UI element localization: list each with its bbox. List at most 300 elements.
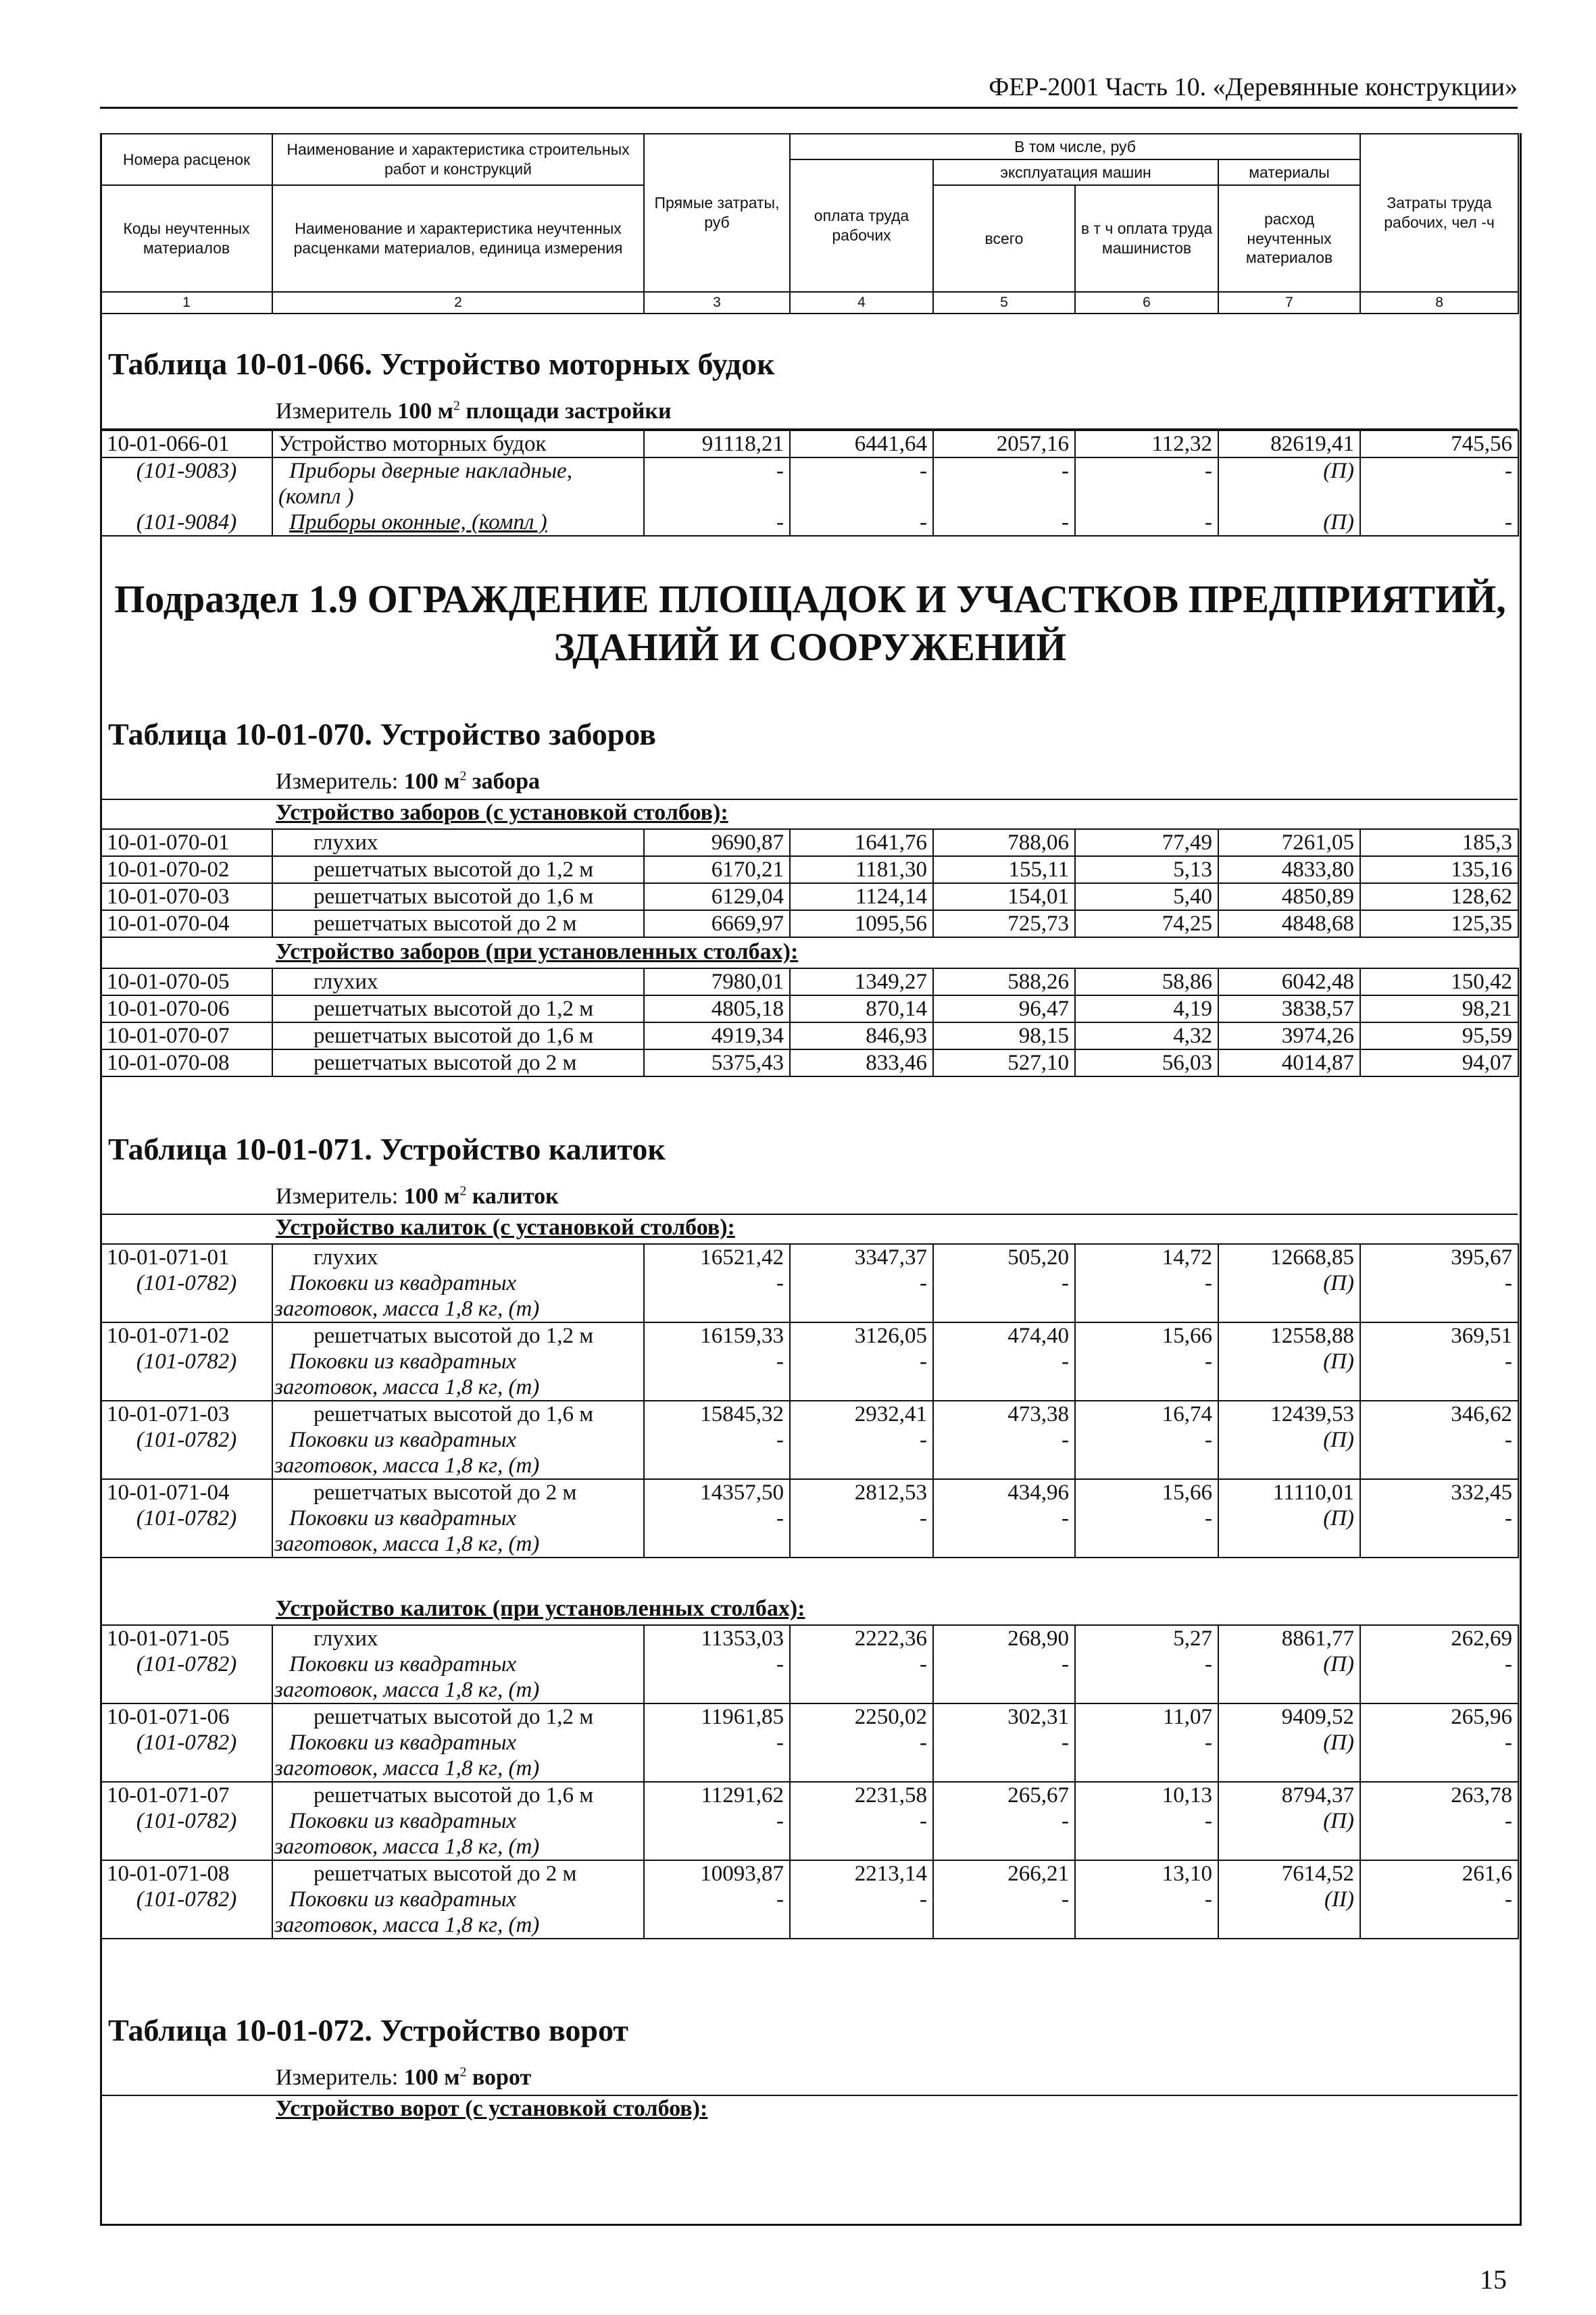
direct-costs: - [644,1505,790,1531]
empty-cell [1075,1834,1218,1860]
labor-hours: 262,69 [1360,1625,1518,1651]
header-materials: материалы [1218,159,1360,185]
direct-costs: 4919,34 [644,1022,790,1049]
table-row [101,1479,1518,1505]
rate-name: решетчатых высотой до 2 м [272,1479,644,1505]
direct-costs: - [644,1651,790,1677]
labor-hours: 150,42 [1360,968,1518,995]
empty-cell [1075,1453,1218,1479]
table-066-title: Таблица 10-01-066. Устройство моторных будок [108,347,775,381]
rate-code: 10-01-071-01 [101,1244,272,1270]
labor-pay: - [790,1270,933,1296]
labor-hours: - [1360,509,1518,536]
unit-prefix: Измеритель [276,399,392,424]
labor-hours: 98,21 [1360,995,1518,1022]
machines-total: 96,47 [933,995,1075,1022]
empty-cell [790,1756,933,1782]
material-name-cont: заготовок, масса 1,8 кг, (т) [272,1453,644,1479]
direct-costs: - [644,1808,790,1834]
labor-pay: 2932,41 [790,1401,933,1427]
material-code: (101-0782) [101,1270,272,1296]
table-row [101,829,1518,856]
running-title: ФЕР-2001 Часть 10. «Деревянные конструкции» [989,73,1518,101]
table-066 [100,430,1518,537]
table-row [101,1322,1518,1349]
rate-code: 10-01-071-08 [101,1860,272,1887]
empty-cell [933,1296,1075,1322]
direct-costs: 6669,97 [644,910,790,937]
materials-cost: (П) [1218,1427,1360,1453]
rate-name: решетчатых высотой до 1,2 м [272,1322,644,1349]
empty-cell [644,1834,790,1860]
unit-sup: 2 [459,2064,467,2080]
table-071-unit [276,1184,559,1210]
labor-pay: - [790,1349,933,1374]
rate-code: 10-01-070-04 [101,910,272,937]
empty-cell [933,1834,1075,1860]
direct-costs: 11291,62 [644,1782,790,1808]
machinists-pay: 74,25 [1075,910,1218,937]
material-code: (101-9084) [101,509,272,536]
labor-pay: 3347,37 [790,1244,933,1270]
col-number-6: 6 [1075,292,1218,314]
subsection-title [101,576,1519,672]
machinists-pay: 13,10 [1075,1860,1218,1887]
machinists-pay: 56,03 [1075,1049,1218,1076]
page-number: 15 [1480,2264,1507,2295]
labor-pay: 1349,27 [790,968,933,995]
labor-hours: 261,6 [1360,1860,1518,1887]
unit-suffix: забора [472,769,540,794]
machines-total: 266,21 [933,1860,1075,1887]
direct-costs: 16521,42 [644,1244,790,1270]
header-codes: Коды неучтенных материалов [101,185,272,292]
direct-costs: 6129,04 [644,883,790,910]
materials-cost: (П) [1218,1505,1360,1531]
running-header [100,68,1518,109]
empty-cell [1218,1677,1360,1703]
labor-pay: 2222,36 [790,1625,933,1651]
material-code: (101-0782) [101,1651,272,1677]
machinists-pay: - [1075,1349,1218,1374]
labor-pay: 1124,14 [790,883,933,910]
materials-cost: 11110,01 [1218,1479,1360,1505]
table-row [101,1808,1518,1834]
table-070-group-1: Устройство заборов (с установкой столбов): [276,800,728,825]
table-row [101,910,1518,937]
materials-cost: 4833,80 [1218,856,1360,883]
table-row [101,883,1518,910]
labor-pay: - [790,1730,933,1756]
material-name: Приборы дверные накладные, [272,457,644,484]
table-row [101,1049,1518,1076]
machines-total: - [933,1651,1075,1677]
direct-costs: 11353,03 [644,1625,790,1651]
table-row [101,1730,1518,1756]
table-row [101,1022,1518,1049]
material-name: Поковки из квадратных [272,1887,644,1912]
header-machine-operation: эксплуатация машин [933,159,1218,185]
table-row [101,1834,1518,1860]
table-row [101,1374,1518,1401]
rate-name: глухих [272,968,644,995]
material-name-cont: заготовок, масса 1,8 кг, (т) [272,1374,644,1401]
table-row [101,509,1518,536]
unit-suffix: площади застройки [466,399,672,424]
labor-hours: 346,62 [1360,1401,1518,1427]
table-row [101,1887,1518,1912]
empty-cell [933,1756,1075,1782]
header-rates-numbers: Номера расценок [101,134,272,185]
labor-hours: - [1360,1651,1518,1677]
direct-costs: 16159,33 [644,1322,790,1349]
table-row [101,968,1518,995]
unit-sup: 2 [459,768,467,784]
col-number-3: 3 [644,292,790,314]
direct-costs: - [644,1270,790,1296]
machinists-pay: - [1075,1270,1218,1296]
subsection-line-2: ЗДАНИЙ И СООРУЖЕНИЙ [553,624,1067,669]
rate-name: решетчатых высотой до 2 м [272,910,644,937]
rate-name: глухих [272,1244,644,1270]
material-code: (101-0782) [101,1505,272,1531]
table-row [101,1703,1518,1730]
empty-cell [790,1296,933,1322]
empty-cell [1218,1374,1360,1401]
rate-name: решетчатых высотой до 1,2 м [272,856,644,883]
labor-hours: - [1360,1349,1518,1374]
labor-hours: - [1360,1730,1518,1756]
direct-costs: 4805,18 [644,995,790,1022]
unit-sup: 2 [459,1183,467,1199]
labor-pay: 3126,05 [790,1322,933,1349]
materials-cost: 6042,48 [1218,968,1360,995]
materials-cost: 12439,53 [1218,1401,1360,1427]
direct-costs: 9690,87 [644,829,790,856]
table-066-unit [276,399,672,424]
table-row [101,1244,1518,1270]
machinists-pay: 5,13 [1075,856,1218,883]
header-labor-costs: Затраты труда рабочих, чел -ч [1360,134,1518,292]
material-code: (101-0782) [101,1887,272,1912]
rate-code: 10-01-071-05 [101,1625,272,1651]
materials-cost: 8861,77 [1218,1625,1360,1651]
unit-value: 100 м [403,769,460,794]
table-row [101,1677,1518,1703]
machines-total: 725,73 [933,910,1075,937]
materials-cost: 3838,57 [1218,995,1360,1022]
col-number-4: 4 [790,292,933,314]
empty-cell [1218,1531,1360,1558]
rate-name: решетчатых высотой до 2 м [272,1860,644,1887]
material-name-cont: заготовок, масса 1,8 кг, (т) [272,1756,644,1782]
labor-hours: 94,07 [1360,1049,1518,1076]
labor-pay: - [790,1651,933,1677]
direct-costs: - [644,1349,790,1374]
table-072-title: Таблица 10-01-072. Устройство ворот [108,2013,628,2047]
direct-costs: 11961,85 [644,1703,790,1730]
machines-total: - [933,1808,1075,1834]
table-071-group-1-rows [100,1243,1518,1558]
machines-total: 154,01 [933,883,1075,910]
empty-cell [644,1756,790,1782]
rate-code: 10-01-070-02 [101,856,272,883]
header-including: В том числе, руб [790,134,1360,159]
table-row [101,1401,1518,1427]
machines-total: - [933,1427,1075,1453]
material-code: (101-9083) [101,457,272,484]
machinists-pay: - [1075,1505,1218,1531]
materials-cost: (П) [1218,509,1360,536]
empty-cell [1360,1531,1518,1558]
empty-cell [644,1296,790,1322]
material-name: Поковки из квадратных [272,1505,644,1531]
rate-code: 10-01-071-03 [101,1401,272,1427]
unit-prefix: Измеритель: [276,2065,399,2090]
rate-name: Устройство моторных будок [272,430,644,457]
empty-cell [790,1531,933,1558]
materials-cost: (П) [1218,1651,1360,1677]
rate-code: 10-01-070-01 [101,829,272,856]
material-code: (101-0782) [101,1349,272,1374]
empty-cell [1360,1912,1518,1939]
table-row [101,1531,1518,1558]
machines-total: 473,38 [933,1401,1075,1427]
material-name: Поковки из квадратных [272,1427,644,1453]
empty-cell [1075,1296,1218,1322]
labor-pay: 2250,02 [790,1703,933,1730]
direct-costs: 91118,21 [644,430,790,457]
machinists-pay: - [1075,1808,1218,1834]
unit-prefix: Измеритель: [276,769,399,794]
empty-cell [1075,1677,1218,1703]
labor-hours: 135,16 [1360,856,1518,883]
material-name: Поковки из квадратных [272,1349,644,1374]
header-total: всего [933,185,1075,292]
rate-name: решетчатых высотой до 1,6 м [272,1022,644,1049]
machines-total: 155,11 [933,856,1075,883]
machinists-pay: - [1075,457,1218,484]
header-unaccounted-materials: расход неучтенных материалов [1218,185,1360,292]
labor-pay: 833,46 [790,1049,933,1076]
table-071-group-2: Устройство калиток (при установленных столбах): [276,1596,805,1621]
empty-cell [644,1677,790,1703]
materials-cost: (П) [1218,1349,1360,1374]
materials-cost: 9409,52 [1218,1703,1360,1730]
material-name: Поковки из квадратных [272,1651,644,1677]
rate-name: решетчатых высотой до 1,2 м [272,995,644,1022]
labor-pay: 6441,64 [790,430,933,457]
machinists-pay: 15,66 [1075,1479,1218,1505]
machines-total: 788,06 [933,829,1075,856]
direct-costs: - [644,509,790,536]
labor-hours: 128,62 [1360,883,1518,910]
empty-cell [790,1453,933,1479]
materials-cost: 12558,88 [1218,1322,1360,1349]
direct-costs: - [644,457,790,484]
table-071-group-1: Устройство калиток (с установкой столбов): [276,1215,735,1240]
direct-costs: 15845,32 [644,1401,790,1427]
table-row [101,1782,1518,1808]
machinists-pay: 4,19 [1075,995,1218,1022]
labor-hours: 125,35 [1360,910,1518,937]
empty-cell [101,1374,272,1401]
empty-cell [1075,1912,1218,1939]
material-name-cont: (компл ) [272,484,644,509]
rate-name: глухих [272,1625,644,1651]
empty-cell [101,1531,272,1558]
empty-cell [101,1912,272,1939]
labor-hours: 265,96 [1360,1703,1518,1730]
labor-hours: - [1360,1505,1518,1531]
empty-cell [1218,1834,1360,1860]
header-labor-pay: оплата труда рабочих [790,159,933,292]
unit-suffix: ворот [472,2065,532,2090]
labor-pay: 1095,56 [790,910,933,937]
rate-name: глухих [272,829,644,856]
machinists-pay: - [1075,1651,1218,1677]
empty-cell [101,1756,272,1782]
column-header [100,133,1518,313]
machines-total: - [933,1730,1075,1756]
direct-costs: 10093,87 [644,1860,790,1887]
labor-pay: 846,93 [790,1022,933,1049]
table-row [101,1912,1518,1939]
empty-cell [644,1531,790,1558]
machinists-pay: - [1075,1730,1218,1756]
empty-cell [1075,1374,1218,1401]
empty-cell [1218,1453,1360,1479]
machinists-pay: 58,86 [1075,968,1218,995]
rate-code: 10-01-070-05 [101,968,272,995]
labor-pay: - [790,1427,933,1453]
material-name: Поковки из квадратных [272,1730,644,1756]
table-072-unit [276,2065,531,2091]
empty-cell [933,1912,1075,1939]
machinists-pay: - [1075,1887,1218,1912]
machines-total: 527,10 [933,1049,1075,1076]
materials-cost: (П) [1218,1808,1360,1834]
labor-hours: 395,67 [1360,1244,1518,1270]
machines-total: - [933,509,1075,536]
header-work-name: Наименование и характеристика строительных работ и конструкций [272,134,644,185]
machines-total: 265,67 [933,1782,1075,1808]
labor-pay: - [790,1808,933,1834]
labor-pay: 870,14 [790,995,933,1022]
materials-cost: 8794,37 [1218,1782,1360,1808]
rate-name: решетчатых высотой до 2 м [272,1049,644,1076]
machinists-pay: 15,66 [1075,1322,1218,1349]
empty-cell [933,1374,1075,1401]
labor-pay: 2213,14 [790,1860,933,1887]
machines-total: 268,90 [933,1625,1075,1651]
machinists-pay: 77,49 [1075,829,1218,856]
material-name: Приборы оконные, (компл ) [272,509,644,536]
material-name-cont: заготовок, масса 1,8 кг, (т) [272,1677,644,1703]
table-070-title: Таблица 10-01-070. Устройство заборов [108,717,656,751]
material-name-cont: заготовок, масса 1,8 кг, (т) [272,1834,644,1860]
empty-cell [933,1453,1075,1479]
material-name-cont: заготовок, масса 1,8 кг, (т) [272,1912,644,1939]
table-row [101,995,1518,1022]
material-code: (101-0782) [101,1808,272,1834]
labor-pay: 2231,58 [790,1782,933,1808]
machines-total: 98,15 [933,1022,1075,1049]
table-row [101,1860,1518,1887]
rate-code: 10-01-070-08 [101,1049,272,1076]
table-row [101,430,1518,457]
empty-cell [644,1374,790,1401]
machines-total: 2057,16 [933,430,1075,457]
direct-costs: 14357,50 [644,1479,790,1505]
materials-cost: 12668,85 [1218,1244,1360,1270]
labor-pay: - [790,509,933,536]
direct-costs: 5375,43 [644,1049,790,1076]
rate-code: 10-01-070-06 [101,995,272,1022]
empty-cell [1218,1296,1360,1322]
table-070-unit [276,769,540,795]
machinists-pay: - [1075,509,1218,536]
labor-hours: 263,78 [1360,1782,1518,1808]
labor-pay: - [790,1887,933,1912]
rate-code: 10-01-070-03 [101,883,272,910]
empty-cell [644,1453,790,1479]
material-name: Поковки из квадратных [272,1270,644,1296]
labor-pay: 1181,30 [790,856,933,883]
table-row [101,1349,1518,1374]
machinists-pay: 16,74 [1075,1401,1218,1427]
machines-total: 588,26 [933,968,1075,995]
col-number-8: 8 [1360,292,1518,314]
direct-costs: 6170,21 [644,856,790,883]
machinists-pay: 11,07 [1075,1703,1218,1730]
machines-total: - [933,457,1075,484]
empty-cell [933,1677,1075,1703]
material-name-cont: заготовок, масса 1,8 кг, (т) [272,1296,644,1322]
material-code: (101-0782) [101,1427,272,1453]
machines-total: 434,96 [933,1479,1075,1505]
empty-cell [1360,1677,1518,1703]
labor-hours: - [1360,457,1518,484]
empty-cell [101,1296,272,1322]
materials-cost: 7261,05 [1218,829,1360,856]
rate-code: 10-01-066-01 [101,430,272,457]
machinists-pay: 112,32 [1075,430,1218,457]
table-row [101,1625,1518,1651]
materials-cost: 4014,87 [1218,1049,1360,1076]
rate-code: 10-01-071-04 [101,1479,272,1505]
machinists-pay: 4,32 [1075,1022,1218,1049]
direct-costs: - [644,1887,790,1912]
rate-code: 10-01-071-02 [101,1322,272,1349]
empty-cell [1075,1756,1218,1782]
table-070-group-2-rows [100,968,1518,1077]
labor-hours: 185,3 [1360,829,1518,856]
table-row [101,1296,1518,1322]
machines-total: 474,40 [933,1322,1075,1349]
rate-code: 10-01-070-07 [101,1022,272,1049]
table-row [101,1651,1518,1677]
empty-cell [1360,1453,1518,1479]
unit-value: 100 м [397,399,453,424]
materials-cost: 7614,52 [1218,1860,1360,1887]
unit-value: 100 м [403,1184,460,1209]
unit-value: 100 м [403,2065,460,2090]
table-row [101,484,1518,509]
rate-name: решетчатых высотой до 1,6 м [272,883,644,910]
header-machinist-pay: в т ч оплата труда машинистов [1075,185,1218,292]
machines-total: 505,20 [933,1244,1075,1270]
